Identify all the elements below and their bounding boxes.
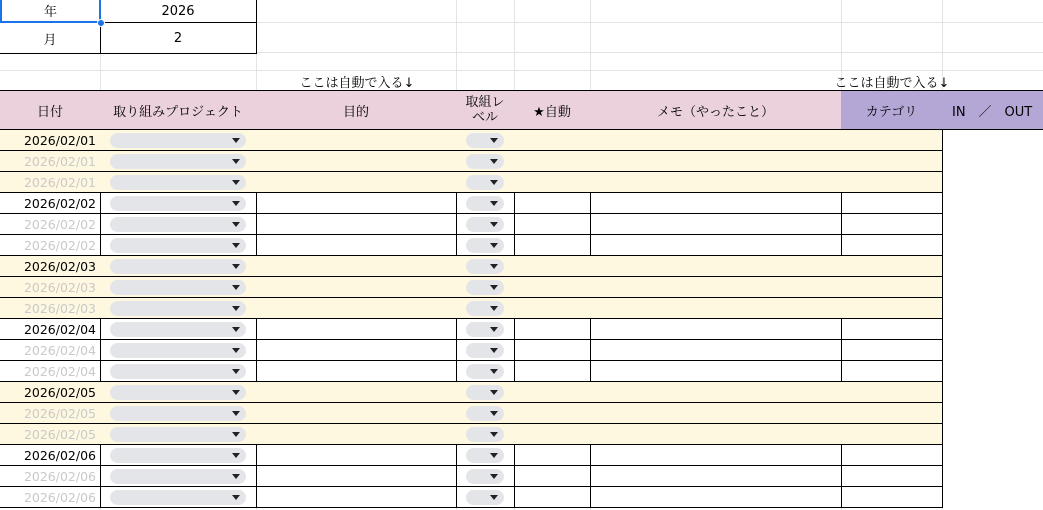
memo-cell[interactable] (590, 361, 842, 382)
chevron-down-icon (490, 201, 498, 206)
date-value: 2026/02/06 (23, 447, 96, 463)
chevron-down-icon (490, 453, 498, 458)
category-cell[interactable] (841, 235, 943, 256)
level-dropdown[interactable] (466, 238, 504, 253)
purpose-cell[interactable] (256, 298, 457, 319)
date-value: 2026/02/02 (23, 216, 96, 232)
table-row (0, 193, 943, 214)
auto-cell[interactable] (514, 214, 591, 235)
level-dropdown[interactable] (466, 322, 504, 337)
date-cell[interactable] (0, 382, 101, 403)
header-category[interactable] (841, 90, 943, 130)
purpose-cell[interactable] (256, 151, 457, 172)
level-dropdown[interactable] (466, 385, 504, 400)
table-row (0, 298, 943, 319)
purpose-cell[interactable] (256, 361, 457, 382)
table-row (0, 256, 943, 277)
project-dropdown[interactable] (110, 448, 246, 463)
level-cell[interactable] (456, 382, 515, 403)
category-cell[interactable] (841, 445, 943, 466)
date-cell[interactable] (0, 193, 101, 214)
category-cell[interactable] (841, 151, 943, 172)
level-dropdown[interactable] (466, 469, 504, 484)
category-cell[interactable] (841, 487, 943, 508)
auto-cell[interactable] (514, 277, 591, 298)
purpose-cell[interactable] (256, 382, 457, 403)
auto-cell[interactable] (514, 151, 591, 172)
table-row (0, 445, 943, 466)
project-dropdown[interactable] (110, 385, 246, 400)
purpose-cell[interactable] (256, 319, 457, 340)
level-cell[interactable] (456, 256, 515, 277)
project-cell[interactable] (100, 424, 257, 445)
year-value-cell[interactable] (100, 0, 257, 23)
level-cell[interactable] (456, 340, 515, 361)
chevron-down-icon (490, 474, 498, 479)
header-project-label: 取り組みプロジェクト (113, 104, 243, 120)
category-cell[interactable] (841, 361, 943, 382)
level-cell[interactable] (456, 487, 515, 508)
table-row (0, 277, 943, 298)
header-purpose[interactable] (256, 90, 457, 130)
table-row (0, 466, 943, 487)
category-cell[interactable] (841, 256, 943, 277)
chevron-down-icon (490, 411, 498, 416)
date-cell[interactable] (0, 319, 101, 340)
chevron-down-icon (490, 180, 498, 185)
date-cell[interactable] (0, 445, 101, 466)
chevron-down-icon (490, 369, 498, 374)
purpose-cell[interactable] (256, 487, 457, 508)
memo-cell[interactable] (590, 130, 842, 151)
project-cell[interactable] (100, 277, 257, 298)
date-cell[interactable] (0, 361, 101, 382)
date-cell[interactable] (0, 487, 101, 508)
table-row (0, 361, 943, 382)
purpose-cell[interactable] (256, 403, 457, 424)
purpose-cell[interactable] (256, 277, 457, 298)
header-category-label: カテゴリ (865, 104, 918, 120)
memo-cell[interactable] (590, 424, 842, 445)
date-value: 2026/02/03 (23, 300, 96, 316)
project-cell[interactable] (100, 403, 257, 424)
memo-cell[interactable] (590, 382, 842, 403)
level-cell[interactable] (456, 214, 515, 235)
date-cell[interactable] (0, 235, 101, 256)
project-cell[interactable] (100, 256, 257, 277)
auto-cell[interactable] (514, 382, 591, 403)
table-row (0, 487, 943, 508)
project-cell[interactable] (100, 382, 257, 403)
project-dropdown[interactable] (110, 364, 246, 379)
level-dropdown[interactable] (466, 364, 504, 379)
date-cell[interactable] (0, 151, 101, 172)
chevron-down-icon (232, 285, 240, 290)
purpose-cell[interactable] (256, 193, 457, 214)
date-cell[interactable] (0, 277, 101, 298)
auto-cell[interactable] (514, 403, 591, 424)
category-cell[interactable] (841, 172, 943, 193)
chevron-down-icon (490, 495, 498, 500)
level-cell[interactable] (456, 172, 515, 193)
project-cell[interactable] (100, 130, 257, 151)
table-row (0, 382, 943, 403)
purpose-cell[interactable] (256, 340, 457, 361)
project-cell[interactable] (100, 235, 257, 256)
purpose-cell[interactable] (256, 424, 457, 445)
month-label: 月 (43, 32, 57, 48)
chevron-down-icon (232, 159, 240, 164)
memo-cell[interactable] (590, 319, 842, 340)
chevron-down-icon (232, 474, 240, 479)
year-value: 2026 (161, 3, 195, 19)
project-cell[interactable] (100, 298, 257, 319)
date-cell[interactable] (0, 214, 101, 235)
category-cell[interactable] (841, 340, 943, 361)
category-cell[interactable] (841, 277, 943, 298)
category-cell[interactable] (841, 130, 943, 151)
level-cell[interactable] (456, 319, 515, 340)
memo-cell[interactable] (590, 277, 842, 298)
auto-cell[interactable] (514, 256, 591, 277)
category-cell[interactable] (841, 193, 943, 214)
level-dropdown[interactable] (466, 154, 504, 169)
memo-cell[interactable] (590, 445, 842, 466)
date-cell[interactable] (0, 403, 101, 424)
chevron-down-icon (490, 222, 498, 227)
chevron-down-icon (232, 453, 240, 458)
level-cell[interactable] (456, 277, 515, 298)
auto-cell[interactable] (514, 445, 591, 466)
date-cell[interactable] (0, 172, 101, 193)
level-dropdown[interactable] (466, 490, 504, 505)
header-auto-label: ★自動 (533, 104, 571, 120)
chevron-down-icon (490, 285, 498, 290)
auto-cell[interactable] (514, 235, 591, 256)
auto-cell[interactable] (514, 172, 591, 193)
project-cell[interactable] (100, 151, 257, 172)
date-cell[interactable] (0, 340, 101, 361)
chevron-down-icon (232, 201, 240, 206)
auto-cell[interactable] (514, 424, 591, 445)
settings-table (0, 0, 257, 54)
project-cell[interactable] (100, 340, 257, 361)
level-dropdown[interactable] (466, 301, 504, 316)
chevron-down-icon (490, 432, 498, 437)
date-value: 2026/02/05 (23, 384, 96, 400)
project-cell[interactable] (100, 214, 257, 235)
project-dropdown[interactable] (110, 301, 246, 316)
memo-cell[interactable] (590, 193, 842, 214)
memo-cell[interactable] (590, 403, 842, 424)
header-date-label: 日付 (36, 104, 63, 120)
header-inout-label: IN ／ OUT (952, 104, 1033, 120)
project-dropdown[interactable] (110, 238, 246, 253)
chevron-down-icon (490, 138, 498, 143)
year-label-cell[interactable] (0, 0, 101, 23)
date-cell[interactable] (0, 466, 101, 487)
date-value: 2026/02/01 (23, 153, 96, 169)
date-value: 2026/02/01 (23, 174, 96, 190)
level-cell[interactable] (456, 193, 515, 214)
chevron-down-icon (232, 369, 240, 374)
project-dropdown[interactable] (110, 280, 246, 295)
project-cell[interactable] (100, 487, 257, 508)
memo-cell[interactable] (590, 466, 842, 487)
chevron-down-icon (490, 327, 498, 332)
chevron-down-icon (232, 495, 240, 500)
project-dropdown[interactable] (110, 175, 246, 190)
project-cell[interactable] (100, 172, 257, 193)
chevron-down-icon (232, 390, 240, 395)
header-level[interactable] (456, 90, 515, 130)
category-cell[interactable] (841, 466, 943, 487)
chevron-down-icon (490, 390, 498, 395)
purpose-cell[interactable] (256, 256, 457, 277)
chevron-down-icon (232, 222, 240, 227)
level-cell[interactable] (456, 403, 515, 424)
level-dropdown[interactable] (466, 217, 504, 232)
date-cell[interactable] (0, 130, 101, 151)
memo-cell[interactable] (590, 256, 842, 277)
header-date[interactable] (0, 90, 101, 130)
month-label-cell[interactable] (0, 23, 101, 54)
level-cell[interactable] (456, 424, 515, 445)
category-auto-note: ここは自動で入る↓ (834, 75, 950, 91)
project-dropdown[interactable] (110, 154, 246, 169)
chevron-down-icon (232, 306, 240, 311)
chevron-down-icon (490, 243, 498, 248)
project-dropdown[interactable] (110, 343, 246, 358)
table-row (0, 235, 943, 256)
month-value-cell[interactable] (100, 23, 257, 54)
level-dropdown[interactable] (466, 406, 504, 421)
chevron-down-icon (490, 159, 498, 164)
purpose-auto-note: ここは自動で入る↓ (299, 75, 415, 91)
header-level-line1: 取組レ (465, 95, 505, 110)
level-dropdown[interactable] (466, 133, 504, 148)
date-value: 2026/02/04 (23, 321, 96, 337)
chevron-down-icon (232, 411, 240, 416)
date-value: 2026/02/02 (23, 237, 96, 253)
purpose-cell[interactable] (256, 214, 457, 235)
table-row (0, 172, 943, 193)
chevron-down-icon (490, 306, 498, 311)
auto-cell[interactable] (514, 130, 591, 151)
date-value: 2026/02/06 (23, 489, 96, 505)
memo-cell[interactable] (590, 298, 842, 319)
chevron-down-icon (490, 348, 498, 353)
date-value: 2026/02/02 (23, 195, 96, 211)
project-cell[interactable] (100, 361, 257, 382)
project-dropdown[interactable] (110, 427, 246, 442)
table-row (0, 319, 943, 340)
level-cell[interactable] (456, 130, 515, 151)
date-value: 2026/02/01 (23, 132, 96, 148)
project-dropdown[interactable] (110, 133, 246, 148)
header-memo[interactable] (590, 90, 842, 130)
header-purpose-label: 目的 (342, 104, 369, 120)
level-dropdown[interactable] (466, 280, 504, 295)
chevron-down-icon (490, 264, 498, 269)
project-dropdown[interactable] (110, 322, 246, 337)
project-cell[interactable] (100, 193, 257, 214)
date-value: 2026/02/03 (23, 258, 96, 274)
level-cell[interactable] (456, 151, 515, 172)
chevron-down-icon (232, 180, 240, 185)
level-dropdown[interactable] (466, 175, 504, 190)
memo-cell[interactable] (590, 235, 842, 256)
date-value: 2026/02/03 (23, 279, 96, 295)
auto-cell[interactable] (514, 193, 591, 214)
project-dropdown[interactable] (110, 469, 246, 484)
level-cell[interactable] (456, 298, 515, 319)
level-cell[interactable] (456, 466, 515, 487)
header-level-line2: ベル (471, 110, 498, 125)
date-value: 2026/02/05 (23, 405, 96, 421)
auto-cell[interactable] (514, 466, 591, 487)
auto-cell[interactable] (514, 361, 591, 382)
memo-cell[interactable] (590, 172, 842, 193)
project-dropdown[interactable] (110, 490, 246, 505)
header-inout[interactable] (942, 90, 1043, 130)
memo-cell[interactable] (590, 151, 842, 172)
table-row (0, 130, 943, 151)
chevron-down-icon (232, 243, 240, 248)
level-cell[interactable] (456, 235, 515, 256)
level-dropdown[interactable] (466, 427, 504, 442)
project-dropdown[interactable] (110, 217, 246, 232)
memo-cell[interactable] (590, 487, 842, 508)
project-cell[interactable] (100, 445, 257, 466)
header-project[interactable] (100, 90, 257, 130)
chevron-down-icon (232, 348, 240, 353)
table-row (0, 403, 943, 424)
category-cell[interactable] (841, 382, 943, 403)
category-cell[interactable] (841, 214, 943, 235)
month-value: 2 (173, 30, 183, 46)
category-cell[interactable] (841, 319, 943, 340)
project-cell[interactable] (100, 319, 257, 340)
category-cell[interactable] (841, 298, 943, 319)
chevron-down-icon (232, 432, 240, 437)
chevron-down-icon (232, 264, 240, 269)
auto-cell[interactable] (514, 298, 591, 319)
chevron-down-icon (232, 138, 240, 143)
date-cell[interactable] (0, 424, 101, 445)
level-dropdown[interactable] (466, 343, 504, 358)
date-value: 2026/02/04 (23, 363, 96, 379)
selection-fill-handle[interactable] (97, 19, 105, 27)
purpose-cell[interactable] (256, 235, 457, 256)
level-dropdown[interactable] (466, 196, 504, 211)
level-cell[interactable] (456, 445, 515, 466)
table-row (0, 214, 943, 235)
project-cell[interactable] (100, 466, 257, 487)
auto-cell[interactable] (514, 487, 591, 508)
date-value: 2026/02/04 (23, 342, 96, 358)
date-value: 2026/02/05 (23, 426, 96, 442)
header-memo-label: メモ（やったこと） (656, 104, 774, 120)
memo-cell[interactable] (590, 340, 842, 361)
level-cell[interactable] (456, 361, 515, 382)
auto-cell[interactable] (514, 340, 591, 361)
table-row (0, 424, 943, 445)
level-dropdown[interactable] (466, 259, 504, 274)
category-cell[interactable] (841, 424, 943, 445)
purpose-cell[interactable] (256, 466, 457, 487)
chevron-down-icon (232, 327, 240, 332)
date-cell[interactable] (0, 298, 101, 319)
table-row (0, 151, 943, 172)
auto-cell[interactable] (514, 319, 591, 340)
project-dropdown[interactable] (110, 259, 246, 274)
year-label: 年 (43, 5, 57, 20)
date-value: 2026/02/06 (23, 468, 96, 484)
category-cell[interactable] (841, 403, 943, 424)
level-dropdown[interactable] (466, 448, 504, 463)
table-row (0, 340, 943, 361)
memo-cell[interactable] (590, 214, 842, 235)
project-dropdown[interactable] (110, 406, 246, 421)
purpose-cell[interactable] (256, 445, 457, 466)
date-cell[interactable] (0, 256, 101, 277)
purpose-cell[interactable] (256, 172, 457, 193)
header-auto[interactable] (514, 90, 591, 130)
project-dropdown[interactable] (110, 196, 246, 211)
purpose-cell[interactable] (256, 130, 457, 151)
